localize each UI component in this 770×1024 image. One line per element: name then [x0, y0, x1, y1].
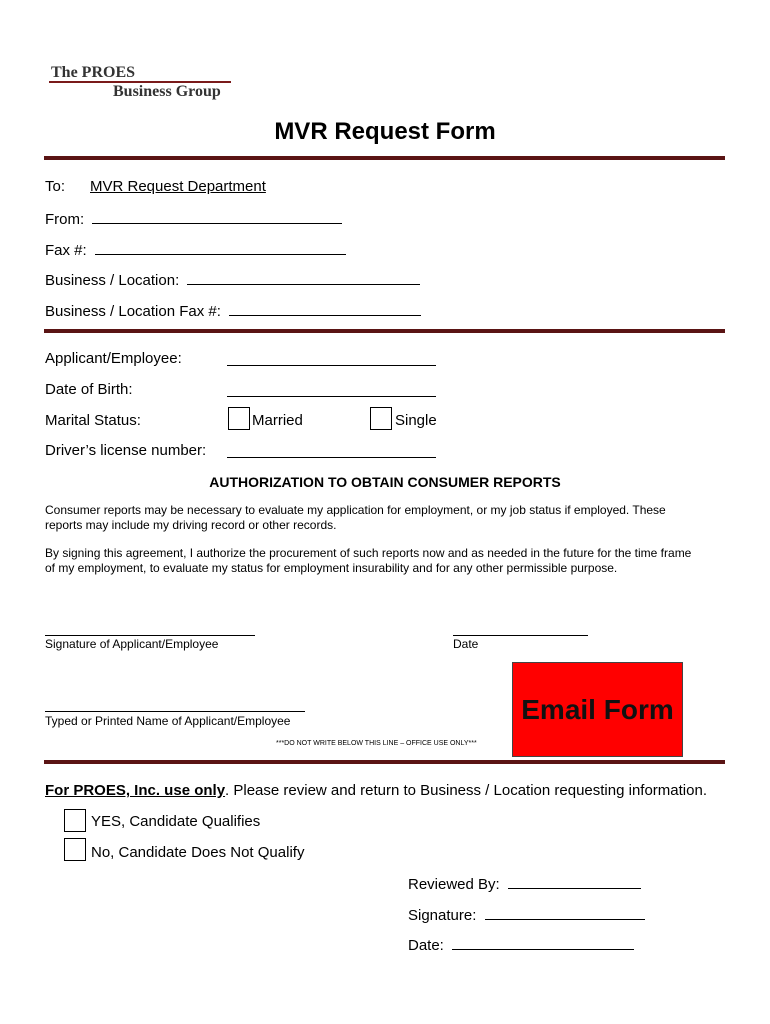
no-qualify-checkbox[interactable]: [64, 838, 86, 861]
married-label: Married: [252, 412, 303, 429]
license-label: Driver’s license number:: [45, 442, 207, 459]
authorization-heading: AUTHORIZATION TO OBTAIN CONSUMER REPORTS: [209, 474, 561, 490]
business-location-fax-row: [45, 301, 421, 320]
reviewed-by-label: Reviewed By:: [408, 876, 500, 893]
logo-line1: The PROES: [51, 64, 136, 81]
para1-line1: Consumer reports may be necessary to evaluate my application for employment, or my job status if employed. These: [45, 503, 666, 517]
date-label: Date: [453, 637, 479, 651]
date-line[interactable]: [453, 635, 588, 636]
from-label: From:: [45, 211, 85, 228]
para1-line2: reports may include my driving record or other records.: [45, 518, 337, 532]
reviewed-by-field[interactable]: [508, 874, 641, 889]
office-date-field[interactable]: [452, 935, 634, 950]
business-location-row: [45, 270, 420, 289]
page-title: MVR Request Form: [274, 118, 496, 145]
applicant-field[interactable]: [227, 365, 436, 366]
from-row: [45, 209, 342, 228]
office-use-heading-rest: . Please review and return to Business / Location requesting information.: [225, 782, 707, 799]
typed-name-line[interactable]: [45, 711, 305, 712]
logo-line2: Business Group: [113, 83, 221, 100]
to-label: To:: [45, 178, 66, 195]
office-use-heading: [45, 782, 707, 799]
office-signature-field[interactable]: [485, 905, 645, 920]
business-location-fax-label: Business / Location Fax #:: [45, 303, 221, 320]
para2-line2: of my employment, to evaluate my status for employment insurability and for any other permissible purpose.: [45, 561, 618, 575]
fax-field[interactable]: [95, 240, 346, 255]
signature-label: Signature of Applicant/Employee: [45, 637, 219, 651]
married-checkbox[interactable]: [228, 407, 250, 430]
yes-qualifies-checkbox[interactable]: [64, 809, 86, 832]
office-use-heading-bold: For PROES, Inc. use only: [45, 782, 226, 799]
office-use-note: ***DO NOT WRITE BELOW THIS LINE – OFFICE USE ONLY***: [276, 740, 477, 747]
para2-line1: By signing this agreement, I authorize the procurement of such reports now and as needed in the future for the time frame: [45, 546, 692, 560]
office-signature-label: Signature:: [408, 907, 477, 924]
authorization-para2: [45, 546, 691, 576]
business-location-field[interactable]: [187, 270, 420, 285]
office-date-label: Date:: [408, 937, 444, 954]
office-date-row: [408, 935, 634, 954]
email-form-button[interactable]: Email Form: [512, 662, 683, 757]
single-label: Single: [395, 412, 437, 429]
marital-label: Marital Status:: [45, 412, 141, 429]
typed-name-label: Typed or Printed Name of Applicant/Employee: [45, 714, 291, 728]
single-checkbox[interactable]: [370, 407, 392, 430]
fax-row: [45, 240, 346, 259]
business-location-fax-field[interactable]: [229, 301, 421, 316]
office-signature-row: [408, 905, 645, 924]
business-location-label: Business / Location:: [45, 272, 180, 289]
to-value: MVR Request Department: [90, 178, 266, 195]
dob-field[interactable]: [227, 396, 436, 397]
signature-line[interactable]: [45, 635, 255, 636]
authorization-para1: [45, 503, 666, 533]
section-divider-1: [44, 329, 725, 333]
section-divider-2: [44, 760, 725, 764]
license-field[interactable]: [227, 457, 436, 458]
reviewed-by-row: [408, 874, 641, 893]
title-divider: [44, 156, 725, 160]
dob-label: Date of Birth:: [45, 381, 133, 398]
applicant-label: Applicant/Employee:: [45, 350, 182, 367]
from-field[interactable]: [92, 209, 342, 224]
yes-qualifies-label: YES, Candidate Qualifies: [91, 813, 261, 830]
fax-label: Fax #:: [45, 242, 87, 259]
no-qualify-label: No, Candidate Does Not Qualify: [91, 844, 305, 861]
